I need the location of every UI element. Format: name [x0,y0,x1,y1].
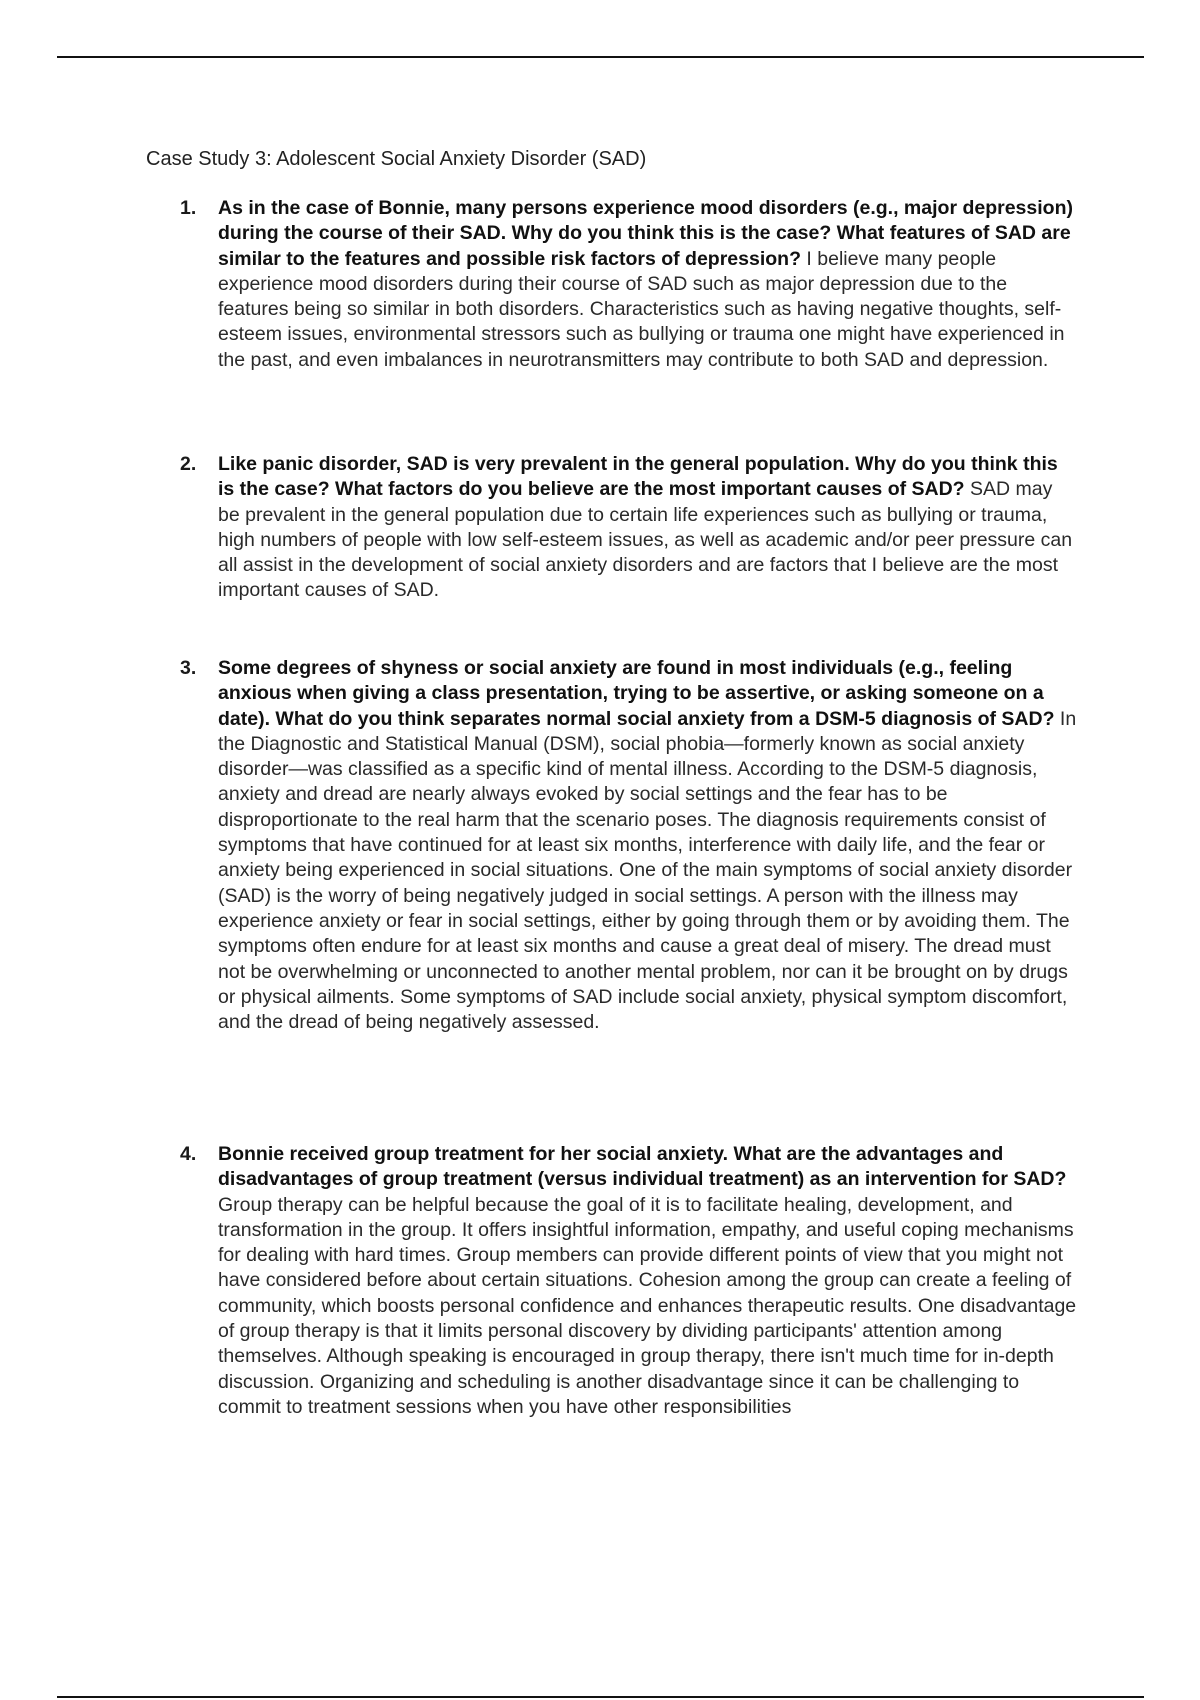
answer-text: I believe many people experience mood disorders during their course of SAD such as major depression due to the features being so similar in both disorders. Characteristics such as having negative thoughts, self-esteem issues, environmental stressors such as bullying or trauma one might have experienced in the past, and even imbalances in neurotransmitters may contribute to both SAD and depression. [218,247,1065,371]
document-title: Case Study 3: Adolescent Social Anxiety Disorder (SAD) [146,148,647,170]
item-number: 1. [180,197,197,219]
bottom-divider [57,1696,1144,1698]
question-text: As in the case of Bonnie, many persons experience mood disorders (e.g., major depression) during the course of their SAD. Why do you think this is the case? What features of SAD are similar to the features and possible risk factors of depression? [218,197,1073,270]
answer-text: SAD may be prevalent in the general population due to certain life experiences such as bullying or trauma, high numbers of people with low self-esteem issues, as well as academic and/or peer pressure can all assist in the development of social anxiety disorders and are factors that I believe are the most important causes of SAD. [218,478,1073,602]
answer-text: In the Diagnostic and Statistical Manual (DSM), social phobia—formerly known as social anxiety disorder—was classified as a specific kind of mental illness. According to the DSM-5 diagnosis, anxiety and dread are nearly always evoked by social settings and the fear has to be disproportionate to the real harm that the scenario poses. The diagnosis requirements consist of symptoms that have continued for at least six months, interference with daily life, and the fear or anxiety being experienced in social situations. One of the main symptoms of social anxiety disorder (SAD) is the worry of being negatively judged in social settings. A person with the illness may experience anxiety or fear in social settings, either by going through them or by avoiding them. The symptoms often endure for at least six months and cause a great deal of misery. The dread must not be overwhelming or unconnected to another mental problem, nor can it be brought on by drugs or physical ailments. Some symptoms of SAD include social anxiety, physical symptom discomfort, and the dread of being negatively assessed. [218,707,1077,1034]
item-text [218,656,1078,1035]
question-text: Some degrees of shyness or social anxiety are found in most individuals (e.g., feeling anxious when giving a class presentation, trying to be assertive, or asking someone on a date). What do you think separates normal social anxiety from a DSM-5 diagnosis of SAD? [218,657,1055,730]
top-divider [57,56,1144,58]
question-text: Bonnie received group treatment for her social anxiety. What are the advantages and disadvantages of group treatment (versus individual treatment) as an intervention for SAD? [218,1143,1067,1191]
item-number: 2. [180,453,197,475]
answer-text: Group therapy can be helpful because the goal of it is to facilitate healing, development, and transformation in the group. It offers insightful information, empathy, and useful coping mechanisms for dealing with hard times. Group members can provide different points of view that you might not have considered before about certain situations. Cohesion among the group can create a feeling of community, which boosts personal confidence and enhances therapeutic results. One disadvantage of group therapy is that it limits personal discovery by dividing participants' attention among themselves. Although speaking is encouraged in group therapy, there isn't much time for in-depth discussion. Organizing and scheduling is another disadvantage since it can be challenging to commit to treatment sessions when you have other responsibilities [218,1193,1077,1418]
item-number: 3. [180,657,197,679]
item-text [218,452,1078,604]
item-text [218,196,1078,373]
item-number: 4. [180,1143,197,1165]
question-text: Like panic disorder, SAD is very prevalent in the general population. Why do you think this is the case? What factors do you believe are the most important causes of SAD? [218,453,1058,501]
item-text [218,1142,1078,1420]
